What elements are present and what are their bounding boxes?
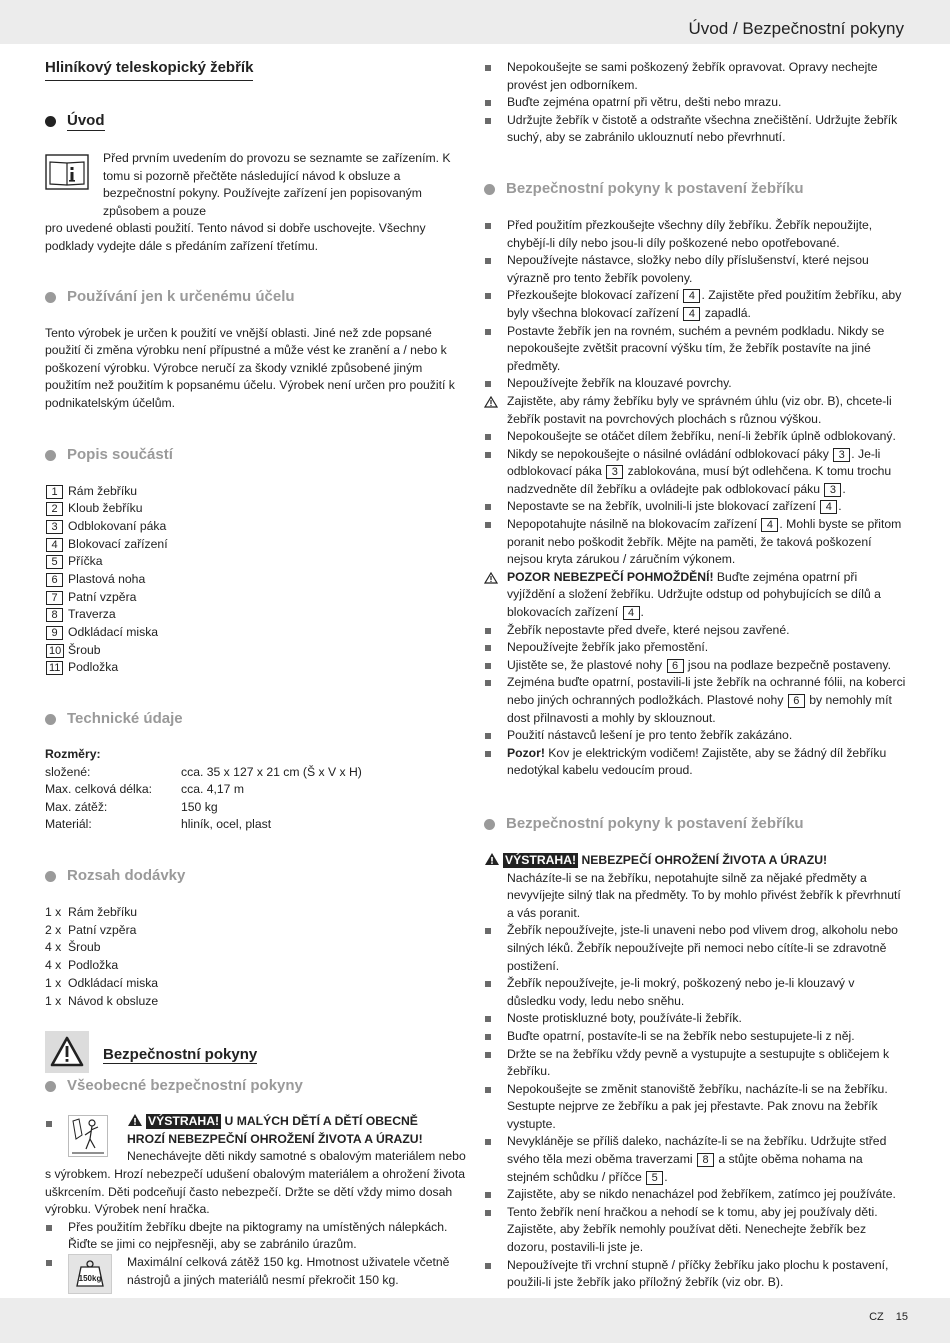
table-row: Materiál: hliník, ocel, plast <box>45 817 272 832</box>
section-heading-scope: Rozsah dodávky <box>45 866 467 886</box>
life-warning-text: Nacházíte-li se na žebříku, nepotahujte silně za nějaké předměty a nevyvíjejte silný tlak na předměty. To by mohlo přivést žebřík k převrhnutí a vás poranit. <box>507 870 901 920</box>
weight-icon-label: 150kg <box>78 1273 102 1283</box>
bullet-dot-icon <box>45 292 56 303</box>
page-footer <box>857 1309 908 1327</box>
table-row: Max. celková délka: cca. 4,17 m <box>45 782 244 797</box>
child-hazard-icon <box>68 1115 108 1157</box>
list-item: Nepokoušejte se změnit stanoviště žebříku, nacházíte-li se na žebříku. Sestupte nejprve ze žebříku a pak jej přestavte. Pak znovu na žebřík vystupte. <box>484 1081 906 1134</box>
section-heading-usage: Používání jen k určenému účelu <box>45 287 467 307</box>
list-item: 11 Podložka <box>45 659 467 677</box>
bullet-marker <box>46 1121 52 1127</box>
list-item: Nepoužívejte žebřík na klouzavé povrchy. <box>484 375 906 393</box>
list-item: Nepokoušejte se sami poškozený žebřík opravovat. Opravy nechejte provést jen odborníkem. <box>484 59 906 94</box>
list-item: Postavte žebřík jen na rovném, suchém a pevném podkladu. Nikdy se nepokoušejte zvětšit pracovní výšku tím, že žebřík postavíte na jiné předměty. <box>484 323 906 376</box>
warning-triangle-icon <box>484 396 498 408</box>
intro-block <box>45 150 467 256</box>
load-block <box>45 1254 467 1298</box>
section-heading-tech: Technické údaje <box>45 709 467 729</box>
list-item: Noste protiskluzné boty, používáte-li žebřík. <box>484 1010 906 1028</box>
list-item: Zejména buďte opatrní, postavili-li jste žebřík na ochranné fólii, na koberci nebo jiných ochranných podložkách. Plastové nohy 6 by nemohly mít dost přilnavosti a mohly by sklouznout. <box>484 674 906 727</box>
list-item: Nepokoušejte se otáčet dílem žebříku, není-li žebřík úplně odblokovaný. <box>484 428 906 446</box>
section-heading-parts: Popis součástí <box>45 445 467 465</box>
weight-icon <box>68 1254 112 1294</box>
list-item: Nepopotahujte násilně na blokovacím zařízení 4 . Mohli byste se přitom poranit nebo poškodit žebřík. Mějte na paměti, že taková poškození nejsou kryta zárukou / záručním výkonem. <box>484 516 906 569</box>
bullet-dot-icon <box>45 1081 56 1092</box>
child-warning-lead: Nenechávejte děti nikdy samotné s obalovým materiálem nebo <box>127 1149 466 1164</box>
safety-heading: Bezpečnostní pokyny <box>103 1046 258 1064</box>
section-heading-setup: Bezpečnostní pokyny k postavení žebříku <box>484 179 906 199</box>
list-item: 9 Odkládací miska <box>45 624 467 642</box>
safety-icon-box <box>45 1031 89 1073</box>
page-header-title: Úvod / Bezpečnostní pokyny <box>688 19 904 38</box>
child-warning-block <box>45 1113 467 1219</box>
bullet-dot-icon <box>484 184 495 195</box>
list-item: 6 Plastová noha <box>45 571 467 589</box>
list-item: 1 Rám žebříku <box>45 483 467 501</box>
list-item: POZOR NEBEZPEČÍ POHMOŽDĚNÍ! Buďte zejména opatrní při vyjíždění a složení žebříku. Udržujte odstup od pohybujících se dílů a blokovacích zařízení 4 . <box>484 569 906 622</box>
list-item: 3 Odblokovaní páka <box>45 518 467 536</box>
list-item: Žebřík nepostavte před dveře, které nejsou zavřené. <box>484 622 906 640</box>
list-item: 10 Šroub <box>45 642 467 660</box>
bullet-marker <box>46 1260 52 1266</box>
list-item: 5 Příčka <box>45 553 467 571</box>
section-heading-setup-2: Bezpečnostní pokyny k postavení žebříku <box>484 814 906 834</box>
life-warning-title: VÝSTRAHA! NEBEZPEČÍ OHROŽENÍ ŽIVOTA A ÚRAZU! <box>484 852 906 870</box>
list-item: Před použitím přezkoušejte všechny díly žebříku. Žebřík nepoužijte, chybějí-li díly nebo jsou-li díly poškozené nebo opotřebované. <box>484 217 906 252</box>
child-warning-text: s výrobkem. Hrozí nebezpečí udušení obalovým materiálem a ohrožení života uškrcením. Děti podceňují často nebezpečí. Držte se dětí vždy mimo dosah výrobku. Výrobek není hračka. <box>45 1166 465 1217</box>
warning-badge: VÝSTRAHA! <box>505 852 577 867</box>
list-item: Ujistěte se, že plastové nohy 6 jsou na podlaze bezpečně postaveny. <box>484 657 906 675</box>
load-text: Maximální celková zátěž 150 kg. Hmotnost uživatele včetně nástrojů a jiných materiálů nesmí překročit 150 kg. <box>127 1254 450 1287</box>
setup-list <box>484 217 906 780</box>
warning-triangle-icon <box>127 1113 143 1127</box>
list-item: Žebřík nepoužívejte, jste-li unaveni nebo pod vlivem drog, alkoholu nebo silných léků. Žebřík nepoužívejte při nemoci nebo cítíte-li se zdravotně postižení. <box>484 922 906 975</box>
tech-subheading: Rozměry: <box>45 747 101 762</box>
list-item: Zajistěte, aby rámy žebříku byly ve správném úhlu (viz obr. B), chcete-li žebřík postavit na povrchových plochách s různou výškou. <box>484 393 906 428</box>
list-item: Pozor! Kov je elektrickým vodičem! Zajistěte, aby se žádný díl žebříku nedotýkal kabelu vedoucím proud. <box>484 745 906 780</box>
footer-language: CZ <box>869 1311 884 1323</box>
list-item: Žebřík nepoužívejte, je-li mokrý, poškozený nebo je-li klouzavý v důsledku vody, ledu nebo sněhu. <box>484 975 906 1010</box>
left-column <box>45 56 467 1298</box>
list-item: 1 x Odkládací miska <box>45 975 159 990</box>
bullet-dot-icon <box>45 871 56 882</box>
list-item: Nepoužívejte žebřík jako přemostění. <box>484 639 906 657</box>
list-item: Nikdy se nepokoušejte o násilné ovládání odblokovací páky 3 . Je-li odblokovací páka 3 zablokována, musí být odlehčena. K tomu trochu nadzvedněte díl žebříku a ovládejte pak odblokovací páku 3 . <box>484 446 906 499</box>
warning-triangle-icon <box>484 572 498 584</box>
list-item: 2 Kloub žebříku <box>45 500 467 518</box>
document-title: Hliníkový teleskopický žebřík <box>45 58 253 81</box>
bullet-dot-icon <box>45 116 56 127</box>
scope-list <box>45 904 467 1010</box>
list-item: Přezkoušejte blokovací zařízení 4 . Zajistěte před použitím žebříku, aby byly všechna blokovací zařízení 4 zapadlá. <box>484 287 906 322</box>
warning-badge: VÝSTRAHA! <box>148 1114 220 1129</box>
list-item: Nepostavte se na žebřík, uvolnili-li jste blokovací zařízení 4 . <box>484 498 906 516</box>
list-item: Udržujte žebřík v čistotě a odstraňte všechna znečištění. Udržujte žebřík suchý, aby se zabránilo uklouznutí nebo převrhnutí. <box>484 112 906 147</box>
child-warning-title: VÝSTRAHA! U MALÝCH DĚTÍ A DĚTÍ OBECNĚ <box>45 1113 467 1131</box>
warning-triangle-icon <box>484 852 500 866</box>
list-item: 1 x Návod k obsluze <box>45 993 159 1008</box>
setup2-list <box>484 922 906 1291</box>
footer-band <box>0 1298 950 1343</box>
table-row: Max. zátěž: 150 kg <box>45 799 218 814</box>
bullet-dot-icon <box>45 450 56 461</box>
parts-list <box>45 483 467 678</box>
tech-table <box>45 764 362 834</box>
read-manual-icon <box>45 154 89 190</box>
list-item: Zajistěte, aby se nikdo nenacházel pod žebříkem, zatímco jej používáte. <box>484 1186 906 1204</box>
list-item: 4 x Podložka <box>45 958 119 973</box>
list-item: Nepoužívejte nástavce, složky nebo díly příslušenství, které nejsou výrazně pro tento žebřík povoleny. <box>484 252 906 287</box>
list-item: Přes použitím žebříku dbejte na piktogramy na umístěných nálepkách. Řiďte se jimi co nejpřesněji, aby se zabránilo úrazům. <box>45 1219 467 1254</box>
usage-text: Tento výrobek je určen k použití ve vnější oblasti. Jiné než zde popsané použití či změna výrobku není přípustné a může vést ke zranění a / nebo k poškození výrobku. Výrobce neručí za škody vzniklé způsobené jiným použitím než použitím k popsanému účelu. Výrobek není určen pro použití k podnikatelským účelům. <box>45 325 455 410</box>
list-item: Tento žebřík není hračkou a nehodí se k tomu, aby jej používaly děti. Zajistěte, aby žebřík nemohly používat děti. Nenechejte žebřík bez dozoru, postavili-li jste je. <box>484 1204 906 1257</box>
bullet-dot-icon <box>484 819 495 830</box>
top-list <box>484 59 906 147</box>
page-number: 15 <box>895 1311 908 1323</box>
list-item: Držte se na žebříku vždy pevně a vystupujte a sestupujte s obličejem k žebříku. <box>484 1046 906 1081</box>
list-item: Použití nástavců lešení je pro tento žebřík zakázáno. <box>484 727 906 745</box>
table-row: složené: cca. 35 x 127 x 21 cm (Š x V x H) <box>45 764 362 779</box>
list-item: Buďte zejména opatrní při větru, dešti nebo mrazu. <box>484 94 906 112</box>
list-item: 1 x Rám žebříku <box>45 905 138 920</box>
right-column <box>484 59 906 1292</box>
list-item: 4 x Šroub <box>45 940 101 955</box>
list-item: Nepoužívejte tři vrchní stupně / příčky žebříku jako plochu k postavení, použili-li jste žebřík jako příložný žebřík (viz obr. B). <box>484 1257 906 1292</box>
bullet-dot-icon <box>45 714 56 725</box>
intro-text: Před prvním uvedením do provozu se seznamte se zařízením. K tomu si pozorně přečtěte následující návod k obsluze a bezpečnostní pokyny. Používejte zařízení jen popisovaným způsobem a pouze pro uvedené oblasti použití. Tento návod si dobře uschovejte. Všechny podklady vydejte dále s předáním zařízení třetímu. <box>45 151 451 253</box>
child-warning-title-2: HROZÍ NEBEZPEČNÍ OHROŽENÍ ŽIVOTA A ÚRAZU! <box>127 1131 423 1146</box>
general-safety-list <box>45 1219 467 1254</box>
list-item: 2 x Patní vzpěra <box>45 922 137 937</box>
list-item: 8 Traverza <box>45 606 467 624</box>
list-item: Buďte opatrní, postavíte-li se na žebřík nebo sestupujete-li z něj. <box>484 1028 906 1046</box>
section-heading-intro: Úvod <box>45 111 467 131</box>
list-item: 7 Patní vzpěra <box>45 589 467 607</box>
list-item: Nevykláněje se příliš daleko, nacházíte-li se na žebříku. Udržujte střed svého těla mezi oběma traverzami 8 a stůjte oběma nohama na stejném schůdku / příčce 5 . <box>484 1133 906 1186</box>
safety-header <box>45 1031 467 1073</box>
section-heading-general-safety: Všeobecné bezpečnostní pokyny <box>45 1076 467 1096</box>
list-item: 4 Blokovací zařízení <box>45 536 467 554</box>
warning-triangle-icon <box>45 1031 89 1073</box>
